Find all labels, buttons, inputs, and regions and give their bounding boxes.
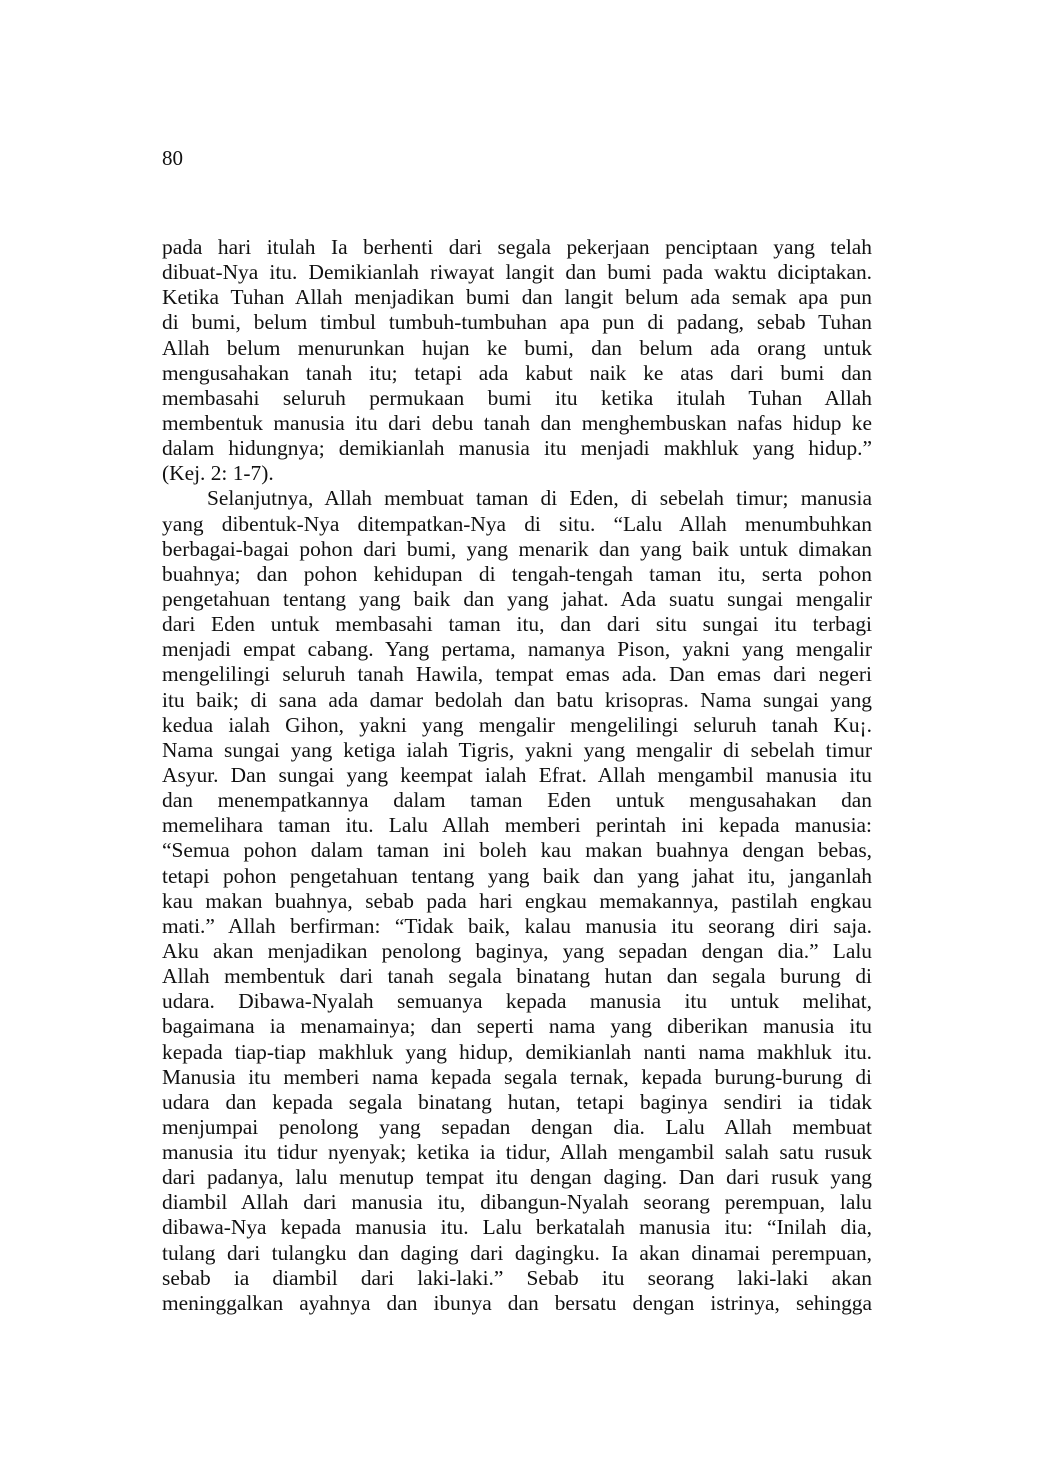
text-line: udara. Dibawa-Nyalah semuanya kepada manusia itu untuk melihat, bbox=[162, 989, 872, 1014]
text-line: itu baik; di sana ada damar bedolah dan batu krisopras. Nama sungai yang bbox=[162, 687, 872, 712]
text-line: Aku akan menjadikan penolong baginya, yang sepadan dengan dia.” Lalu bbox=[162, 938, 872, 963]
text-line: membasahi seluruh permukaan bumi itu ketika itulah Tuhan Allah bbox=[162, 385, 872, 410]
text-line: Manusia itu memberi nama kepada segala ternak, kepada burung-burung di bbox=[162, 1064, 872, 1089]
text-line: membentuk manusia itu dari debu tanah dan menghembuskan nafas hidup ke bbox=[162, 410, 872, 435]
text-line: tetapi pohon pengetahuan tentang yang baik dan yang jahat itu, janganlah bbox=[162, 863, 872, 888]
text-line: dibuat-Nya itu. Demikianlah riwayat langit dan bumi pada waktu diciptakan. bbox=[162, 260, 872, 285]
text-line: Allah membentuk dari tanah segala binatang hutan dan segala burung di bbox=[162, 964, 872, 989]
text-line: sebab ia diambil dari laki-laki.” Sebab itu seorang laki-laki akan bbox=[162, 1265, 872, 1290]
text-line: meninggalkan ayahnya dan ibunya dan bersatu dengan istrinya, sehingga bbox=[162, 1290, 872, 1315]
text-line: Ketika Tuhan Allah menjadikan bumi dan langit belum ada semak apa pun bbox=[162, 285, 872, 310]
text-line: menjadi empat cabang. Yang pertama, namanya Pison, yakni yang mengalir bbox=[162, 637, 872, 662]
text-line: berbagai-bagai pohon dari bumi, yang menarik dan yang baik untuk dimakan bbox=[162, 536, 872, 561]
text-line: “Semua pohon dalam taman ini boleh kau makan buahnya dengan bebas, bbox=[162, 838, 872, 863]
text-line: memelihara taman itu. Lalu Allah memberi perintah ini kepada manusia: bbox=[162, 813, 872, 838]
text-line: kau makan buahnya, sebab pada hari engkau memakannya, pastilah engkau bbox=[162, 888, 872, 913]
text-line: di bumi, belum timbul tumbuh-tumbuhan apa pun di padang, sebab Tuhan bbox=[162, 310, 872, 335]
text-line: mengelilingi seluruh tanah Hawila, tempat emas ada. Dan emas dari negeri bbox=[162, 662, 872, 687]
text-line: menjumpai penolong yang sepadan dengan dia. Lalu Allah membuat bbox=[162, 1114, 872, 1139]
body-text bbox=[162, 235, 872, 1316]
text-line: yang dibentuk-Nya ditempatkan-Nya di situ. “Lalu Allah menumbuhkan bbox=[162, 511, 872, 536]
text-line: (Kej. 2: 1-7). bbox=[162, 461, 274, 486]
text-line: pengetahuan tentang yang baik dan yang jahat. Ada suatu sungai mengalir bbox=[162, 586, 872, 611]
text-line: buahnya; dan pohon kehidupan di tengah-tengah taman itu, serta pohon bbox=[162, 561, 872, 586]
page-number: 80 bbox=[162, 146, 183, 170]
text-line: dari Eden untuk membasahi taman itu, dan dari situ sungai itu terbagi bbox=[162, 612, 872, 637]
text-line: pada hari itulah Ia berhenti dari segala pekerjaan penciptaan yang telah bbox=[162, 235, 872, 259]
text-line: tulang dari tulangku dan daging dari dagingku. Ia akan dinamai perempuan, bbox=[162, 1240, 872, 1265]
text-line: Selanjutnya, Allah membuat taman di Eden, di sebelah timur; manusia bbox=[207, 486, 872, 511]
text-line: dan menempatkannya dalam taman Eden untuk mengusahakan dan bbox=[162, 788, 872, 813]
text-line: diambil Allah dari manusia itu, dibangun-Nyalah seorang perempuan, lalu bbox=[162, 1190, 872, 1215]
text-line: dari padanya, lalu menutup tempat itu dengan daging. Dan dari rusuk yang bbox=[162, 1165, 872, 1190]
text-line: Nama sungai yang ketiga ialah Tigris, yakni yang mengalir di sebelah timur bbox=[162, 737, 872, 762]
text-line: manusia itu tidur nyenyak; ketika ia tidur, Allah mengambil salah satu rusuk bbox=[162, 1140, 872, 1165]
text-line: udara dan kepada segala binatang hutan, tetapi baginya sendiri ia tidak bbox=[162, 1089, 872, 1114]
text-line: dibawa-Nya kepada manusia itu. Lalu berkatalah manusia itu: “Inilah dia, bbox=[162, 1215, 872, 1240]
text-line: mati.” Allah berfirman: “Tidak baik, kalau manusia itu seorang diri saja. bbox=[162, 913, 872, 938]
text-line: mengusahakan tanah itu; tetapi ada kabut naik ke atas dari bumi dan bbox=[162, 360, 872, 385]
text-line: kedua ialah Gihon, yakni yang mengalir mengelilingi seluruh tanah Ku¡. bbox=[162, 712, 872, 737]
text-line: dalam hidungnya; demikianlah manusia itu menjadi makhluk yang hidup.” bbox=[162, 436, 872, 461]
text-line: kepada tiap-tiap makhluk yang hidup, demikianlah nanti nama makhluk itu. bbox=[162, 1039, 872, 1064]
text-line: Asyur. Dan sungai yang keempat ialah Efrat. Allah mengambil manusia itu bbox=[162, 762, 872, 787]
text-line: Allah belum menurunkan hujan ke bumi, dan belum ada orang untuk bbox=[162, 335, 872, 360]
text-line: bagaimana ia menamainya; dan seperti nama yang diberikan manusia itu bbox=[162, 1014, 872, 1039]
